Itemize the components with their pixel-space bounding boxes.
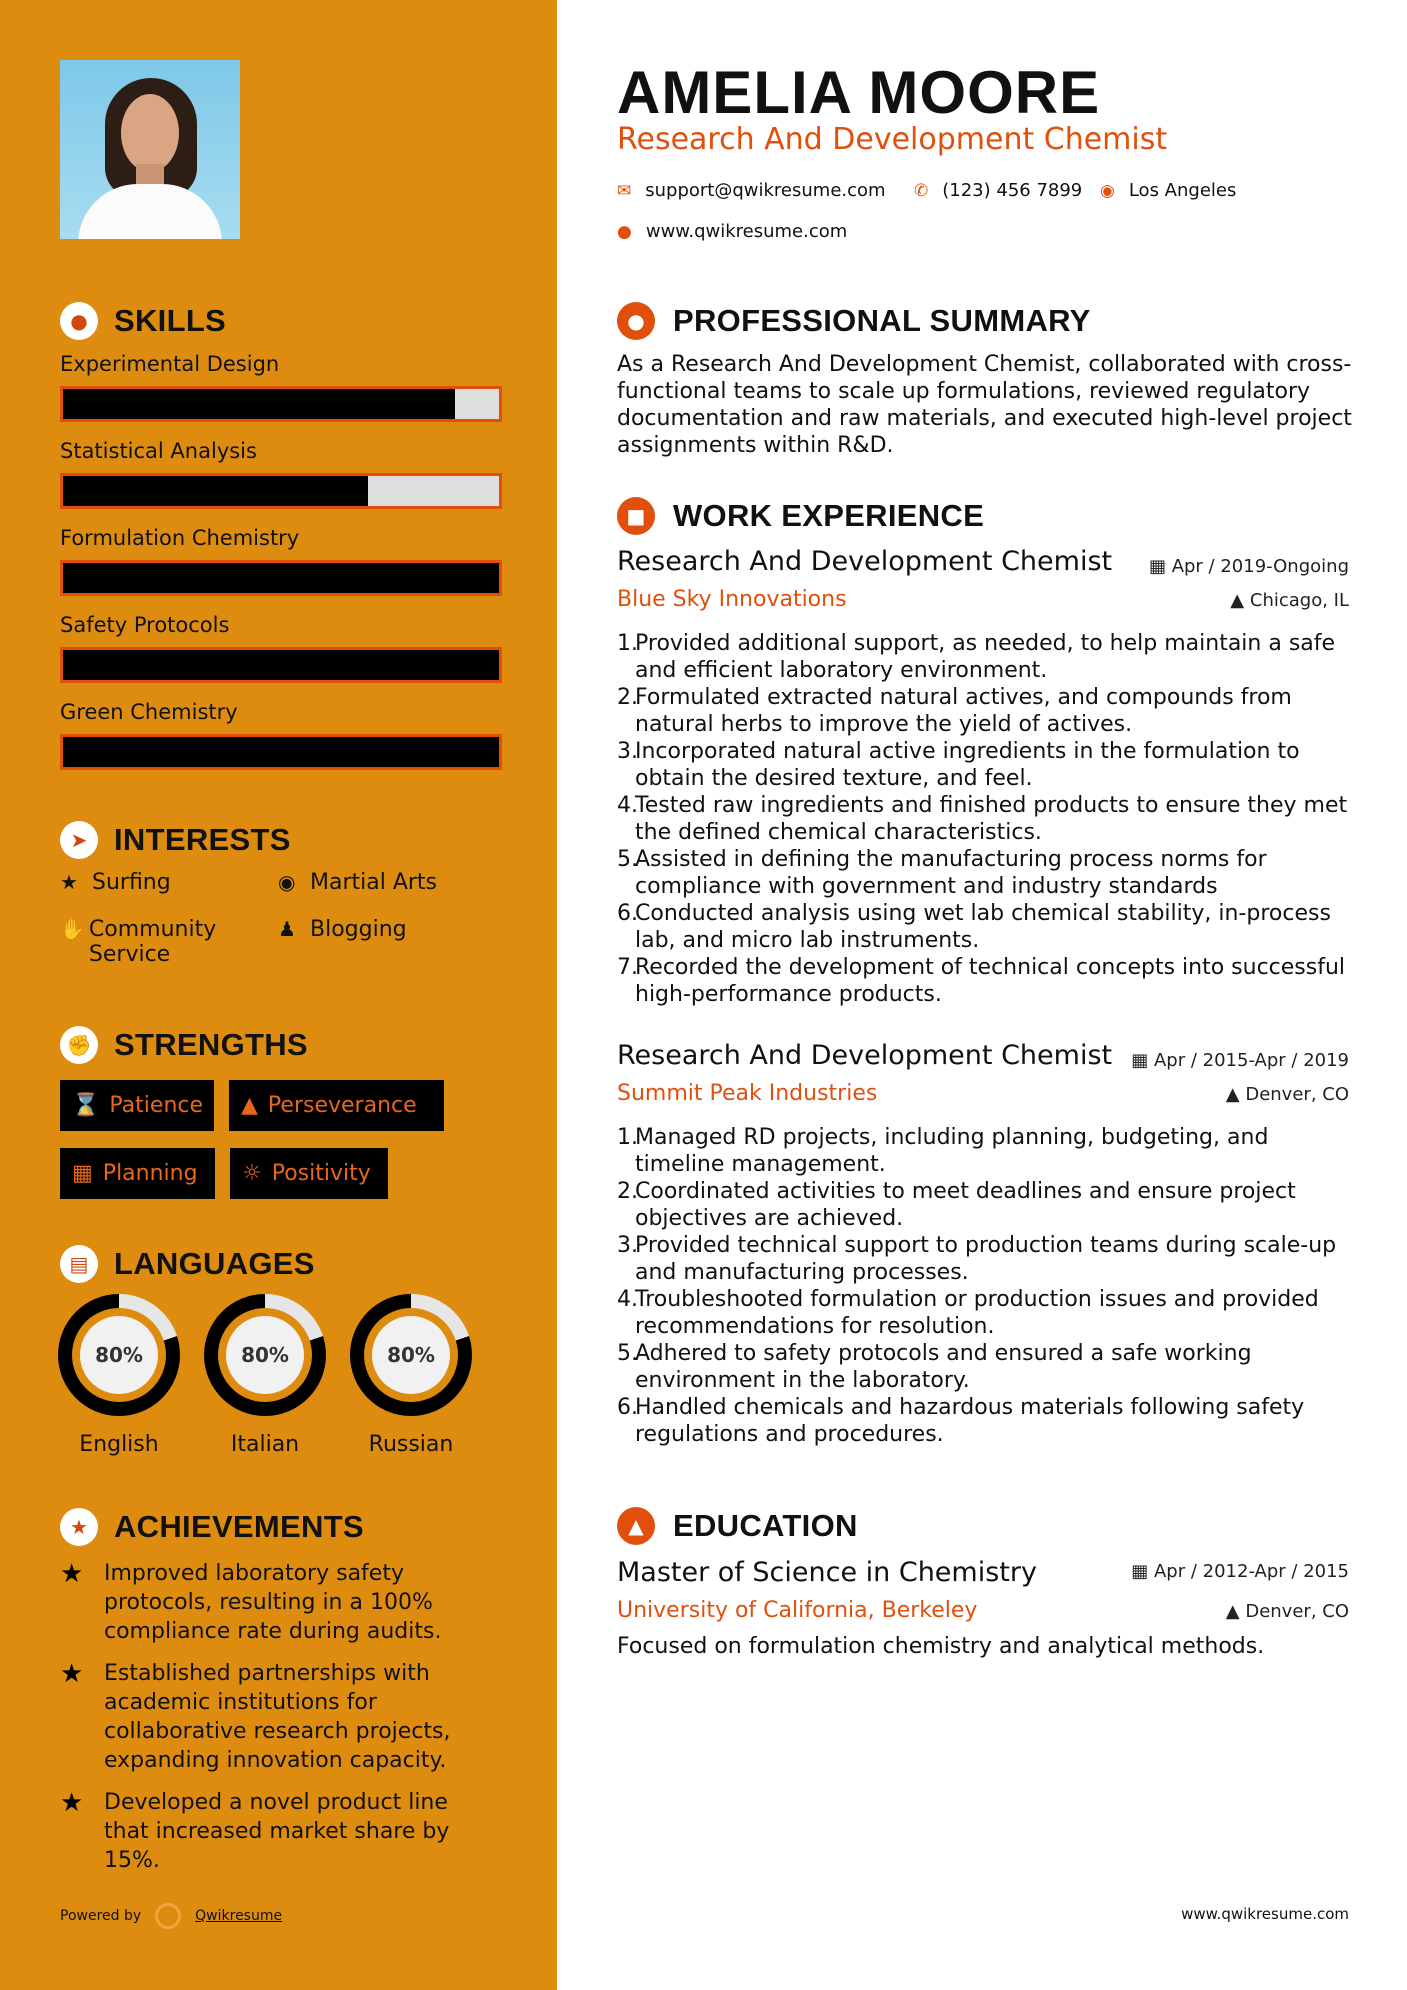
qwikresume-link[interactable]: Qwikresume — [195, 1908, 283, 1924]
job-company: Blue Sky Innovations — [617, 587, 847, 612]
star-icon: ★ — [60, 1659, 84, 1689]
list-item: 7. Recorded the development of technical concepts into successful high-performance products. — [617, 955, 1346, 1007]
skill-bar — [60, 473, 502, 509]
job-responsibilities — [617, 1124, 1361, 1448]
strength-badge: ▲ Perseverance — [229, 1080, 444, 1131]
person-name: AMELIA MOORE — [617, 59, 1101, 126]
experience-heading: ■ WORK EXPERIENCE — [617, 497, 984, 535]
list-item: 1. Managed RD projects, including planning, budgeting, and timeline management. — [617, 1125, 1269, 1177]
paper-plane-icon: ➤ — [60, 821, 98, 859]
graduation-cap-icon: ▲ — [617, 1507, 655, 1545]
star-badge-icon: ★ — [60, 1508, 98, 1546]
list-item: 6. Handled chemicals and hazardous materials following safety regulations and procedures. — [617, 1395, 1305, 1447]
sun-icon: ☼ — [242, 1161, 262, 1186]
skill-item — [60, 526, 502, 596]
language-item: 80% English — [58, 1294, 180, 1457]
hand-icon: ✋ — [60, 917, 85, 941]
job-location: ▲ Denver, CO — [1225, 1084, 1349, 1105]
list-item: 1. Provided additional support, as needed, to help maintain a safe and efficient laboratory environment. — [617, 631, 1336, 683]
interest-item: ♟ Blogging — [278, 917, 407, 942]
language-item: 80% Russian — [350, 1294, 472, 1457]
skill-name: Green Chemistry — [60, 700, 238, 724]
globe-icon: ◉ — [278, 870, 296, 894]
education-dates: ▦ Apr / 2012-Apr / 2015 — [1131, 1561, 1349, 1582]
job-dates: ▦ Apr / 2019-Ongoing — [1148, 556, 1349, 577]
language-ring: 80% — [204, 1294, 326, 1416]
phone-icon: ✆ — [914, 180, 929, 201]
star-icon: ★ — [60, 1559, 84, 1589]
contact-email[interactable]: ✉ support@qwikresume.com — [617, 180, 886, 201]
interests-heading: ➤ INTERESTS — [60, 821, 291, 859]
pin-icon: ▲ — [1225, 1084, 1240, 1105]
achievement-item: ★ Developed a novel product line that increased market share by 15%. — [60, 1788, 450, 1873]
powered-by: Powered by Qwikresume — [60, 1903, 282, 1929]
skill-bar — [60, 647, 502, 683]
education-description: Focused on formulation chemistry and analytical methods. — [617, 1634, 1265, 1659]
road-icon: ▲ — [241, 1093, 258, 1118]
sidebar — [0, 0, 557, 1990]
envelope-icon: ✉ — [617, 180, 632, 201]
skill-item — [60, 613, 502, 683]
language-ring: 80% — [350, 1294, 472, 1416]
summary-heading: ● PROFESSIONAL SUMMARY — [617, 302, 1091, 340]
map-pin-icon: ◉ — [1100, 180, 1115, 201]
person-title: Research And Development Chemist — [617, 122, 1168, 157]
achievement-item: ★ Established partnerships with academic institutions for collaborative research projects, expanding innovation capacity. — [60, 1659, 451, 1773]
list-item: 3. Incorporated natural active ingredients in the formulation to obtain the desired texture, and feel. — [617, 739, 1300, 791]
skill-item — [60, 439, 502, 509]
strength-badge: ▦ Planning — [60, 1148, 215, 1199]
pin-icon: ▲ — [1230, 590, 1245, 611]
lightbulb-icon: ● — [60, 302, 98, 340]
education-location: ▲ Denver, CO — [1225, 1601, 1349, 1622]
calendar-icon: ▦ — [1131, 1561, 1149, 1582]
job-title: Research And Development Chemist — [617, 546, 1113, 577]
language-icon: ▤ — [60, 1245, 98, 1283]
list-item: 5. Adhered to safety protocols and ensured a safe working environment in the laboratory. — [617, 1341, 1252, 1393]
calendar-icon: ▦ — [1131, 1050, 1149, 1071]
star-icon: ★ — [60, 1788, 84, 1818]
profile-photo — [60, 60, 240, 239]
fist-icon: ✊ — [60, 1026, 98, 1064]
skill-bar — [60, 386, 502, 422]
job-responsibilities — [617, 630, 1361, 1008]
globe-icon: ● — [617, 221, 632, 242]
list-item: 2. Coordinated activities to meet deadlines and ensure project objectives are achieved. — [617, 1179, 1296, 1231]
summary-text: As a Research And Development Chemist, collaborated with cross-functional teams to scale up formulations, reviewed regulatory documentation and raw materials, and executed high-level project assignments within R&D. — [617, 352, 1352, 458]
skills-heading: ● SKILLS — [60, 302, 226, 340]
briefcase-icon: ■ — [617, 497, 655, 535]
job-location: ▲ Chicago, IL — [1230, 590, 1349, 611]
strengths-heading: ✊ STRENGTHS — [60, 1026, 308, 1064]
hourglass-icon: ⌛ — [72, 1093, 100, 1118]
footer-url[interactable]: www.qwikresume.com — [1181, 1905, 1349, 1923]
calendar-icon: ▦ — [1148, 556, 1166, 577]
achievement-item: ★ Improved laboratory safety protocols, resulting in a 100% compliance rate during audits. — [60, 1559, 442, 1644]
skill-bar — [60, 734, 502, 770]
language-item: 80% Italian — [204, 1294, 326, 1457]
calendar-icon: ▦ — [72, 1161, 93, 1186]
interest-item: ✋ Community Service — [60, 917, 217, 967]
strength-badge: ⌛ Patience — [60, 1080, 214, 1131]
pin-icon: ▲ — [1225, 1601, 1240, 1622]
job-company: Summit Peak Industries — [617, 1081, 878, 1106]
list-item: 4. Tested raw ingredients and finished products to ensure they met the defined chemical characteristics. — [617, 793, 1348, 845]
list-item: 2. Formulated extracted natural actives, and compounds from natural herbs to improve the yield of actives. — [617, 685, 1292, 737]
star-icon: ★ — [60, 870, 78, 894]
interest-item: ★ Surfing — [60, 870, 171, 895]
skill-name: Statistical Analysis — [60, 439, 257, 463]
skill-item — [60, 352, 502, 422]
qwikresume-logo-icon — [155, 1903, 181, 1929]
contact-location: ◉ Los Angeles — [1100, 180, 1237, 201]
interest-item: ◉ Martial Arts — [278, 870, 438, 895]
skill-bar — [60, 560, 502, 596]
language-ring: 80% — [58, 1294, 180, 1416]
users-icon: ♟ — [278, 917, 296, 941]
education-heading: ▲ EDUCATION — [617, 1507, 858, 1545]
list-item: 4. Troubleshooted formulation or production issues and provided recommendations for resolution. — [617, 1287, 1319, 1339]
contact-phone[interactable]: ✆ (123) 456 7899 — [914, 180, 1083, 201]
list-item: 5. Assisted in defining the manufacturing process norms for compliance with government and industry standards — [617, 847, 1267, 899]
degree-title: Master of Science in Chemistry — [617, 1557, 1037, 1588]
skill-item — [60, 700, 502, 770]
job-dates: ▦ Apr / 2015-Apr / 2019 — [1131, 1050, 1349, 1071]
school-name: University of California, Berkeley — [617, 1598, 978, 1623]
skill-name: Safety Protocols — [60, 613, 230, 637]
user-icon: ● — [617, 302, 655, 340]
skill-name: Formulation Chemistry — [60, 526, 300, 550]
skill-name: Experimental Design — [60, 352, 280, 376]
achievements-heading: ★ ACHIEVEMENTS — [60, 1508, 364, 1546]
list-item: 3. Provided technical support to production teams during scale-up and manufacturing processes. — [617, 1233, 1337, 1285]
contact-website[interactable]: ● www.qwikresume.com — [617, 221, 848, 242]
strength-badge: ☼ Positivity — [230, 1148, 388, 1199]
job-title: Research And Development Chemist — [617, 1040, 1113, 1071]
list-item: 6. Conducted analysis using wet lab chemical stability, in-process lab, and micro lab instruments. — [617, 901, 1331, 953]
languages-heading: ▤ LANGUAGES — [60, 1245, 315, 1283]
